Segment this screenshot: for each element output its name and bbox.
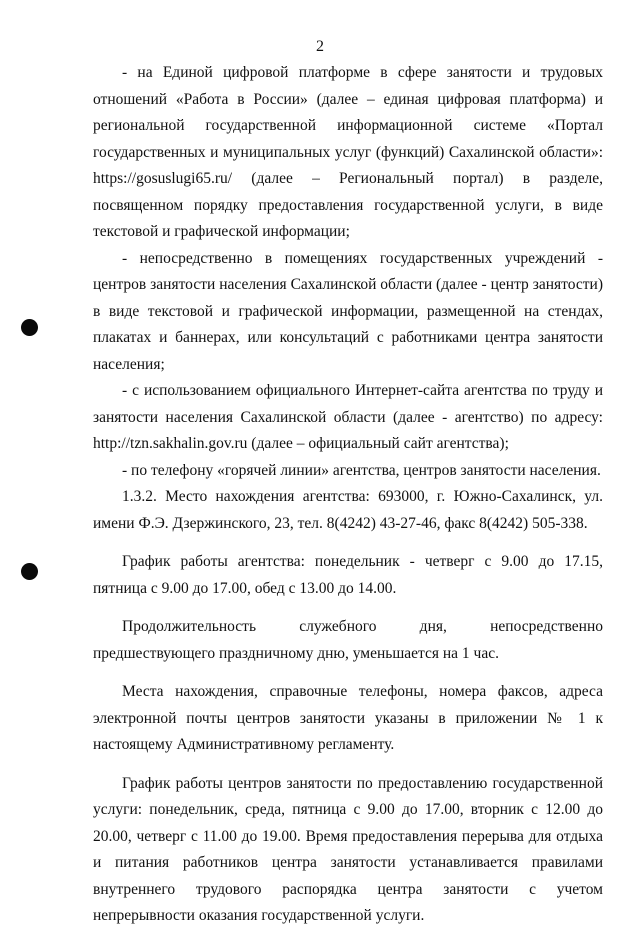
paragraph-agency-schedule: График работы агентства: понедельник - четверг с 9.00 до 17.15, пятница с 9.00 до 17.00, обед с 13.00 до 14.00. bbox=[93, 553, 603, 597]
document-body bbox=[93, 60, 603, 930]
paragraph-info-digital-platform: - на Единой цифровой платформе в сфере занятости и трудовых отношений «Работа в России» (далее – единая цифровая платформа) и региональной государственной информационной системе «Портал государственных и муниципальных услуг (функций) Сахалинской области»: https://gosuslugi65.ru/ (далее – Региональный портал) в разделе, посвященном порядку предоставления государственной услуги, в виде текстовой и графической информации; bbox=[93, 64, 603, 240]
paragraph-info-hotline: - по телефону «горячей линии» агентства, центров занятости населения. bbox=[122, 461, 601, 479]
punch-hole-mark bbox=[21, 563, 38, 580]
punch-hole-mark bbox=[21, 319, 38, 336]
paragraph-preholiday-hours: Продолжительность служебного дня, непосредственно предшествующего праздничному дню, уменьшается на 1 час. bbox=[93, 618, 603, 662]
paragraph-centers-schedule: График работы центров занятости по предоставлению государственной услуги: понедельник, среда, пятница с 9.00 до 17.00, вторник с 12.00 до 20.00, четверг с 11.00 до 19.00. Время предоставления перерыва для отдыха и питания работников центра занятости устанавливается правилами внутреннего трудового распорядка центра занятости с учетом непрерывности оказания государственной услуги. bbox=[93, 774, 603, 924]
page-number: 2 bbox=[316, 38, 324, 55]
paragraph-info-official-site: - с использованием официального Интернет-сайта агентства по труду и занятости населения Сахалинской области (далее - агентство) по адресу: http://tzn.sakhalin.gov.ru (далее – официальный сайт агентства); bbox=[93, 382, 603, 452]
paragraph-centers-contacts: Места нахождения, справочные телефоны, номера факсов, адреса электронной почты центров занятости указаны в приложении № 1 к настоящему Административному регламенту. bbox=[93, 683, 603, 753]
paragraph-info-employment-centers: - непосредственно в помещениях государственных учреждений - центров занятости населения Сахалинской области (далее - центр занятости) в виде текстовой и графической информации, размещенной на стендах, плакатах и баннерах, или консультаций с работниками центра занятости населения; bbox=[93, 249, 603, 373]
paragraph-agency-location: 1.3.2. Место нахождения агентства: 693000, г. Южно-Сахалинск, ул. имени Ф.Э. Дзержинского, 23, тел. 8(4242) 43-27-46, факс 8(4242) 505-338. bbox=[93, 488, 603, 532]
